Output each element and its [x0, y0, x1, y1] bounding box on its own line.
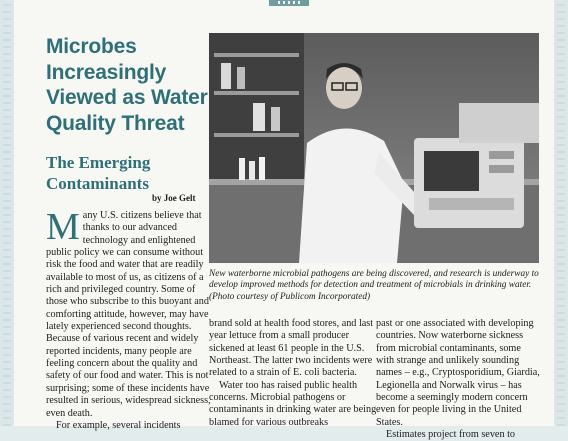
headline-line: Increasingly	[46, 60, 167, 84]
byline: by Joe Gelt	[152, 193, 196, 203]
headline-line: Viewed as Water	[46, 86, 208, 109]
body-paragraph: Estimates project from seven to	[386, 429, 516, 441]
newsletter-page	[14, 0, 554, 441]
body-column-1	[46, 206, 218, 432]
article-subhead	[46, 152, 216, 194]
body-paragraph: brand sold at health food stores, and last year lettuce from a small producer sickened at least 61 people in the U.S. Northeast. The latter two incidents were related to a strain of E. coli bacteria.	[209, 318, 374, 379]
lab-scene-illustration	[209, 33, 539, 263]
subhead-line: The Emerging	[46, 153, 151, 172]
photo-caption: New waterborne microbial pathogens are being discovered, and research is underway to develop improved methods for detection and treatment of microbials in drinking water. (Photo courtesy of Publicom Incorporated)	[209, 269, 539, 302]
drop-cap: M	[46, 206, 80, 248]
paragraph-text: any U.S. citizens believe that thanks to our advanced technology and enlightened public policy we can consume without risk the food and water that are readily available to most of us, as citizens of a rich and privileged country. Some of those who subscribe to this buoyant and comforting attitude, however, may have lately experienced second thoughts. Because of various recent and widely reported incidents, many people are feeling concern about the quality and safety of our food and water. This is not surprising; some of these incidents have resulted in serious, widespread sickness, even death.	[46, 210, 211, 419]
headline-line: Microbes	[46, 35, 137, 58]
body-paragraph: Water too has raised public health concerns. Microbial pathogens or contaminants in drinking water are being blamed for various outbreaks	[209, 379, 377, 428]
article-headline	[46, 34, 216, 136]
lab-photo	[209, 33, 539, 263]
body-paragraph: past or one associated with developing countries. Now waterborne sickness from microbial contaminants, some with strange and unlikely sounding names – e.g., Cryptosporidium, Giardia, Legionella and Norwalk virus – has become a seemingly modern concern even for people living in the United States.	[376, 318, 540, 428]
headline-line: Quality Threat	[46, 111, 185, 135]
body-column-3	[376, 318, 541, 441]
left-border	[0, 0, 14, 426]
body-paragraph	[46, 206, 218, 420]
page-header-mark	[269, 0, 309, 6]
body-column-2	[209, 318, 379, 429]
subhead-line: Contaminants	[46, 174, 149, 193]
body-paragraph: For example, several incidents	[56, 419, 181, 431]
right-border	[554, 0, 568, 426]
